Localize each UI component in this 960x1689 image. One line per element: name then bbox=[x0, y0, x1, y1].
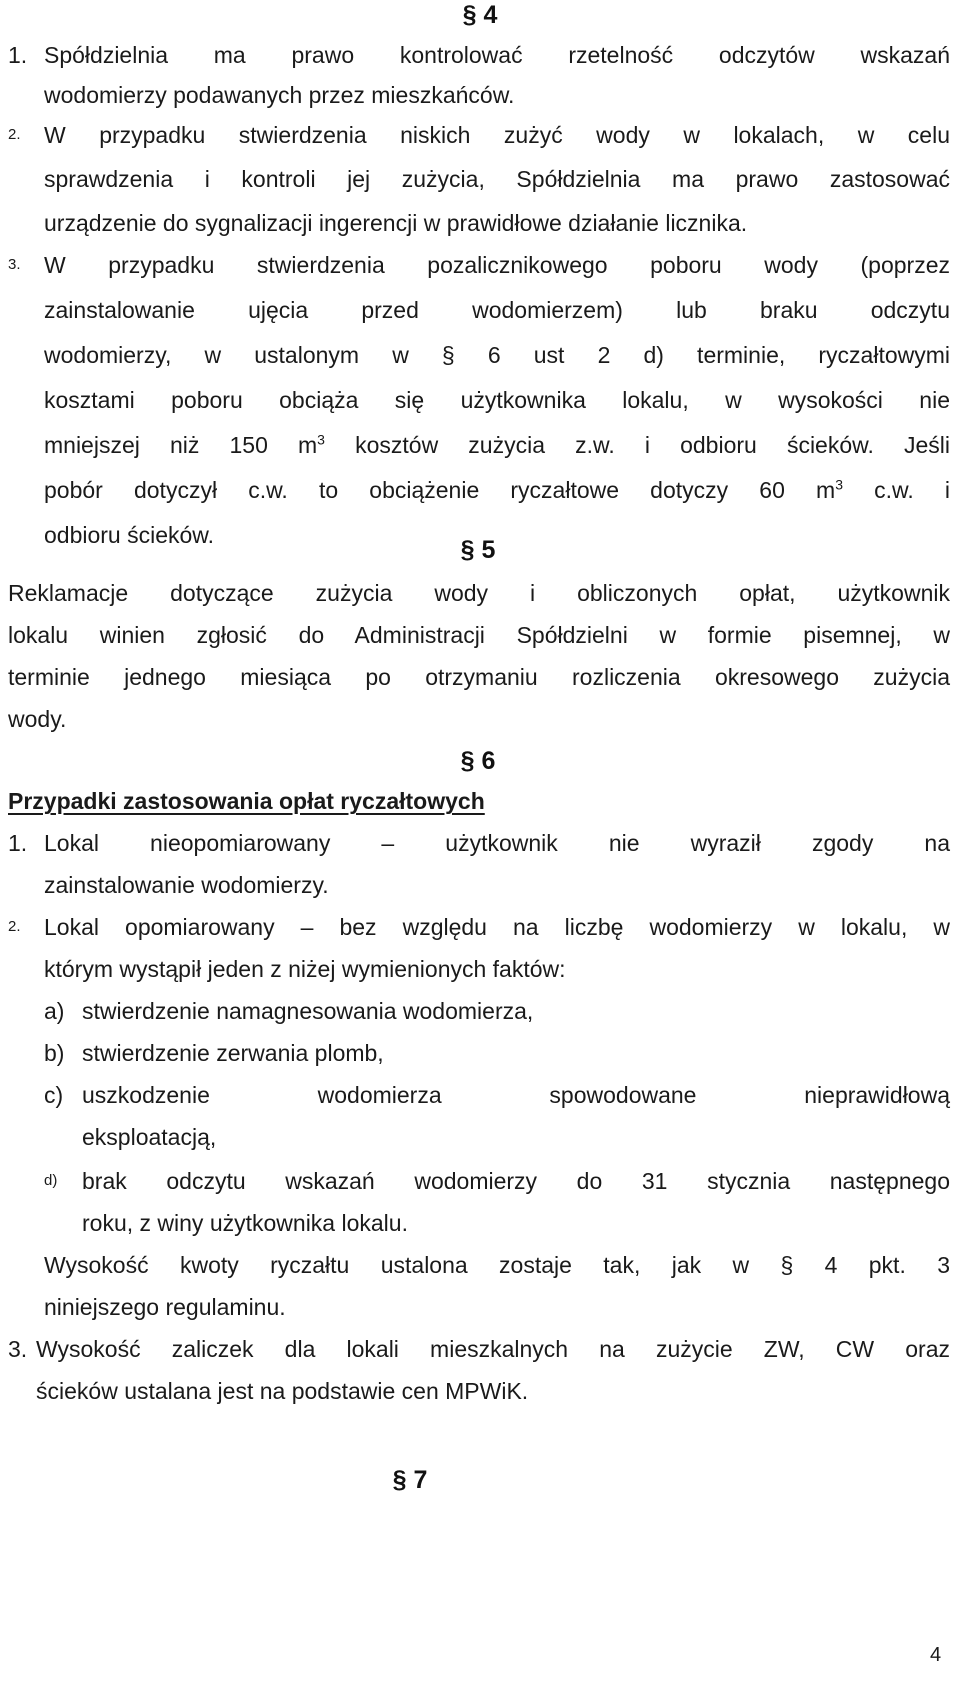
item-c-line1: uszkodzenie wodomierza spowodowane nieprawidłową bbox=[82, 1082, 950, 1108]
s6-p1-line1: Lokal nieopomiarowany – użytkownik nie wyraził zgody na bbox=[44, 830, 950, 856]
s4-p3-number: 3. bbox=[8, 256, 21, 273]
item-d-label: d) bbox=[44, 1172, 58, 1189]
s4-p1-number: 1. bbox=[8, 42, 28, 68]
item-b-label: b) bbox=[44, 1040, 65, 1066]
s5-line4: wody. bbox=[8, 706, 67, 732]
item-c-label: c) bbox=[44, 1082, 64, 1108]
s4-p3-line5-a: mniejszej niż 150 m bbox=[44, 432, 318, 458]
s4-p3-line3: wodomierzy, w ustalonym w § 6 ust 2 d) terminie, ryczałtowymi bbox=[44, 342, 950, 368]
section-6-heading: § 6 bbox=[460, 747, 496, 775]
superscript-3: 3 bbox=[317, 431, 325, 448]
s6-p1-number: 1. bbox=[8, 830, 28, 856]
section-6-subtitle: Przypadki zastosowania opłat ryczałtowych bbox=[8, 788, 485, 814]
s6-p3-number: 3. bbox=[8, 1336, 28, 1362]
s4-p1-line1: Spółdzielnia ma prawo kontrolować rzetelność odczytów wskazań bbox=[44, 42, 950, 68]
s6-p2-number: 2. bbox=[8, 918, 21, 935]
s4-p3-line2: zainstalowanie ujęcia przed wodomierzem) lub braku odczytu bbox=[44, 297, 950, 323]
s6-p3-line2: ścieków ustalana jest na podstawie cen MPWiK. bbox=[36, 1378, 529, 1404]
s4-p3-line6-a: pobór dotyczył c.w. to obciążenie ryczałtowe dotyczy 60 m bbox=[44, 477, 836, 503]
s6-p1-line2: zainstalowanie wodomierzy. bbox=[44, 872, 329, 898]
item-a-text: stwierdzenie namagnesowania wodomierza, bbox=[82, 998, 534, 1024]
s5-line1: Reklamacje dotyczące zużycia wody i obliczonych opłat, użytkownik bbox=[8, 580, 950, 606]
item-c-line2: eksploatacją, bbox=[82, 1124, 217, 1150]
s6-p2-wysokosc-line1: Wysokość kwoty ryczałtu ustalona zostaje tak, jak w § 4 pkt. 3 bbox=[44, 1252, 950, 1278]
section-4-heading: § 4 bbox=[462, 1, 498, 29]
section-5-heading: § 5 bbox=[460, 536, 496, 564]
s4-p3-line5-b: kosztów zużycia z.w. i odbioru ścieków. Jeśli bbox=[324, 432, 950, 458]
item-d-line2: roku, z winy użytkownika lokalu. bbox=[82, 1210, 408, 1236]
s4-p3-line6 bbox=[44, 475, 950, 505]
section-7-heading: § 7 bbox=[392, 1466, 428, 1494]
s5-line2: lokalu winien zgłosić do Administracji Spółdzielni w formie pisemnej, w bbox=[8, 622, 950, 648]
s4-p2-line2: sprawdzenia i kontroli jej zużycia, Spółdzielnia ma prawo zastosować bbox=[44, 166, 950, 192]
s5-line3: terminie jednego miesiąca po otrzymaniu rozliczenia okresowego zużycia bbox=[8, 664, 950, 690]
item-d-line1: brak odczytu wskazań wodomierzy do 31 stycznia następnego bbox=[82, 1168, 950, 1194]
s4-p2-line3: urządzenie do sygnalizacji ingerencji w prawidłowe działanie licznika. bbox=[44, 210, 748, 236]
s4-p3-line4: kosztami poboru obciąża się użytkownika lokalu, w wysokości nie bbox=[44, 387, 950, 413]
s4-p2-number: 2. bbox=[8, 126, 21, 143]
page-number: 4 bbox=[930, 1644, 942, 1666]
s4-p3-line7: odbioru ścieków. bbox=[44, 522, 215, 548]
s6-p3-line1: Wysokość zaliczek dla lokali mieszkalnych na zużycie ZW, CW oraz bbox=[36, 1336, 950, 1362]
item-a-label: a) bbox=[44, 998, 65, 1024]
s4-p2-line1: W przypadku stwierdzenia niskich zużyć wody w lokalach, w celu bbox=[44, 122, 950, 148]
superscript-3: 3 bbox=[835, 476, 843, 493]
s4-p3-line1: W przypadku stwierdzenia pozalicznikowego poboru wody (poprzez bbox=[44, 252, 950, 278]
s6-p2-line2: którym wystąpił jeden z niżej wymienionych faktów: bbox=[44, 956, 566, 982]
s4-p1-line2: wodomierzy podawanych przez mieszkańców. bbox=[44, 82, 515, 108]
s6-p2-wysokosc-line2: niniejszego regulaminu. bbox=[44, 1294, 286, 1320]
s6-p2-line1: Lokal opomiarowany – bez względu na liczbę wodomierzy w lokalu, w bbox=[44, 914, 950, 940]
item-b-text: stwierdzenie zerwania plomb, bbox=[82, 1040, 384, 1066]
s4-p3-line5 bbox=[44, 430, 950, 460]
s4-p3-line6-b: c.w. i bbox=[842, 477, 950, 503]
